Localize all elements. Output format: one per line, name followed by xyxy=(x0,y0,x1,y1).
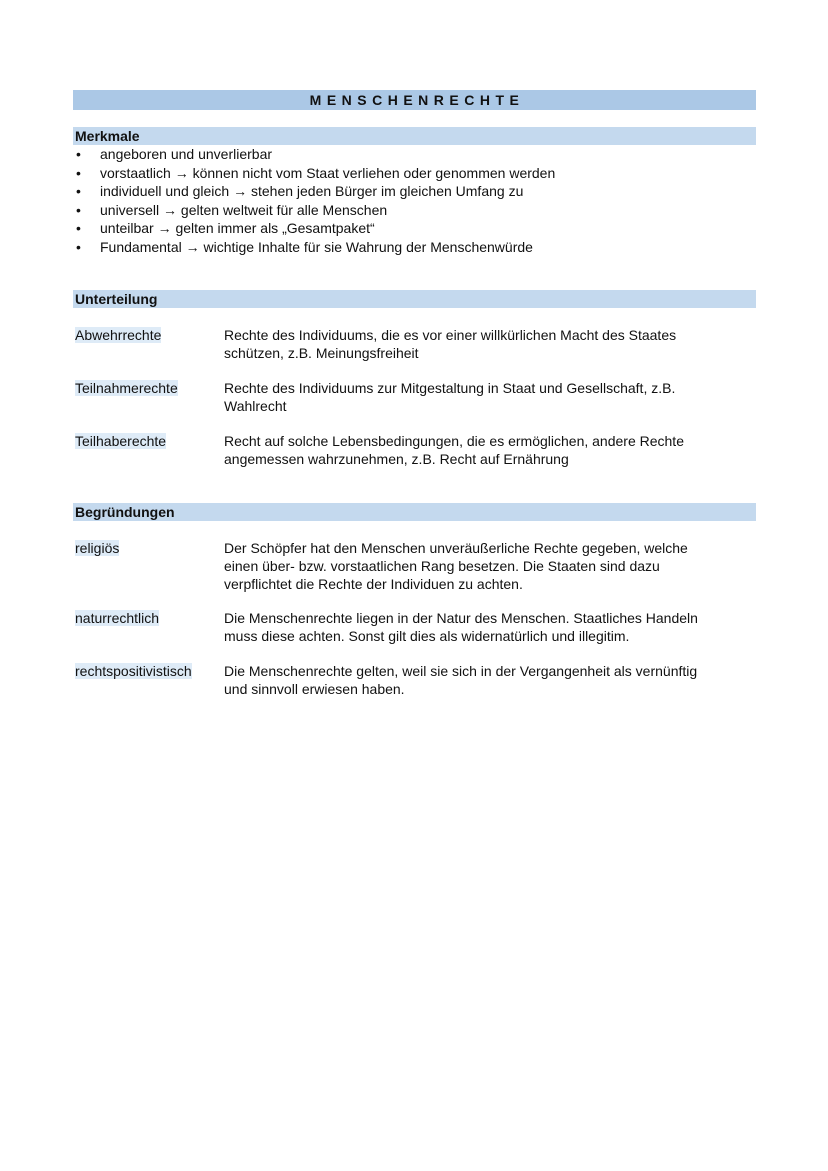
definition-text: Die Menschenrechte gelten, weil sie sich in der Vergangenheit als vernünftig und sinnvoll erwiesen haben. xyxy=(224,662,698,697)
list-item: • universell → gelten weltweit für alle Menschen xyxy=(76,201,388,218)
definition-row-abwehrrechte xyxy=(73,326,756,362)
section-heading-begruendungen: Begründungen xyxy=(73,503,756,521)
bullet-icon: • xyxy=(76,238,81,255)
list-item: • individuell und gleich → stehen jeden Bürger im gleichen Umfang zu xyxy=(76,183,524,200)
definition-term: Abwehrrechte xyxy=(75,326,162,343)
list-item: • Fundamental → wichtige Inhalte für sie Wahrung der Menschenwürde xyxy=(76,238,533,255)
definition-row-religioes xyxy=(73,539,756,593)
list-item: • angeboren und unverlierbar xyxy=(76,146,273,162)
bullet-icon: • xyxy=(76,183,81,200)
bullet-icon: • xyxy=(76,164,81,181)
bullet-icon: • xyxy=(76,220,81,237)
definition-row-teilnahmerechte xyxy=(73,379,756,415)
definition-text: Rechte des Individuums, die es vor einer willkürlichen Macht des Staates schützen, z.B. Meinungsfreiheit xyxy=(224,326,677,361)
list-item: • unteilbar → gelten immer als „Gesamtpaket“ xyxy=(76,220,375,237)
definition-term: rechtspositivistisch xyxy=(75,662,192,679)
definition-text: Rechte des Individuums zur Mitgestaltung in Staat und Gesellschaft, z.B. Wahlrecht xyxy=(224,379,676,414)
bullet-icon: • xyxy=(76,201,81,218)
definition-row-rechtspositivistisch xyxy=(73,662,756,698)
definition-row-teilhaberechte xyxy=(73,432,756,468)
section-heading-merkmale: Merkmale xyxy=(73,127,756,145)
definition-text: Die Menschenrechte liegen in der Natur des Menschen. Staatliches Handeln muss diese achten. Sonst gilt dies als widernatürlich und illegitim. xyxy=(224,609,698,644)
definition-term: naturrechtlich xyxy=(75,609,160,626)
merkmale-list xyxy=(73,145,756,257)
definition-text: Der Schöpfer hat den Menschen unveräußerliche Rechte gegeben, welche einen über- bzw. vorstaatlichen Rang besetzen. Die Staaten sind dazu verpflichtet die Rechte der Individuen zu achten. xyxy=(224,539,688,592)
document-page xyxy=(73,90,756,698)
definition-term: religiös xyxy=(75,539,120,556)
definition-row-naturrechtlich xyxy=(73,609,756,645)
definition-text: Recht auf solche Lebensbedingungen, die es ermöglichen, andere Rechte angemessen wahrzunehmen, z.B. Recht auf Ernährung xyxy=(224,432,684,467)
page-title: MENSCHENRECHTE xyxy=(73,90,756,110)
definition-term: Teilnahmerechte xyxy=(75,379,178,396)
list-item: • vorstaatlich → können nicht vom Staat verliehen oder genommen werden xyxy=(76,164,556,181)
bullet-icon: • xyxy=(76,146,81,162)
section-heading-unterteilung: Unterteilung xyxy=(73,290,756,308)
definition-term: Teilhaberechte xyxy=(75,432,167,449)
